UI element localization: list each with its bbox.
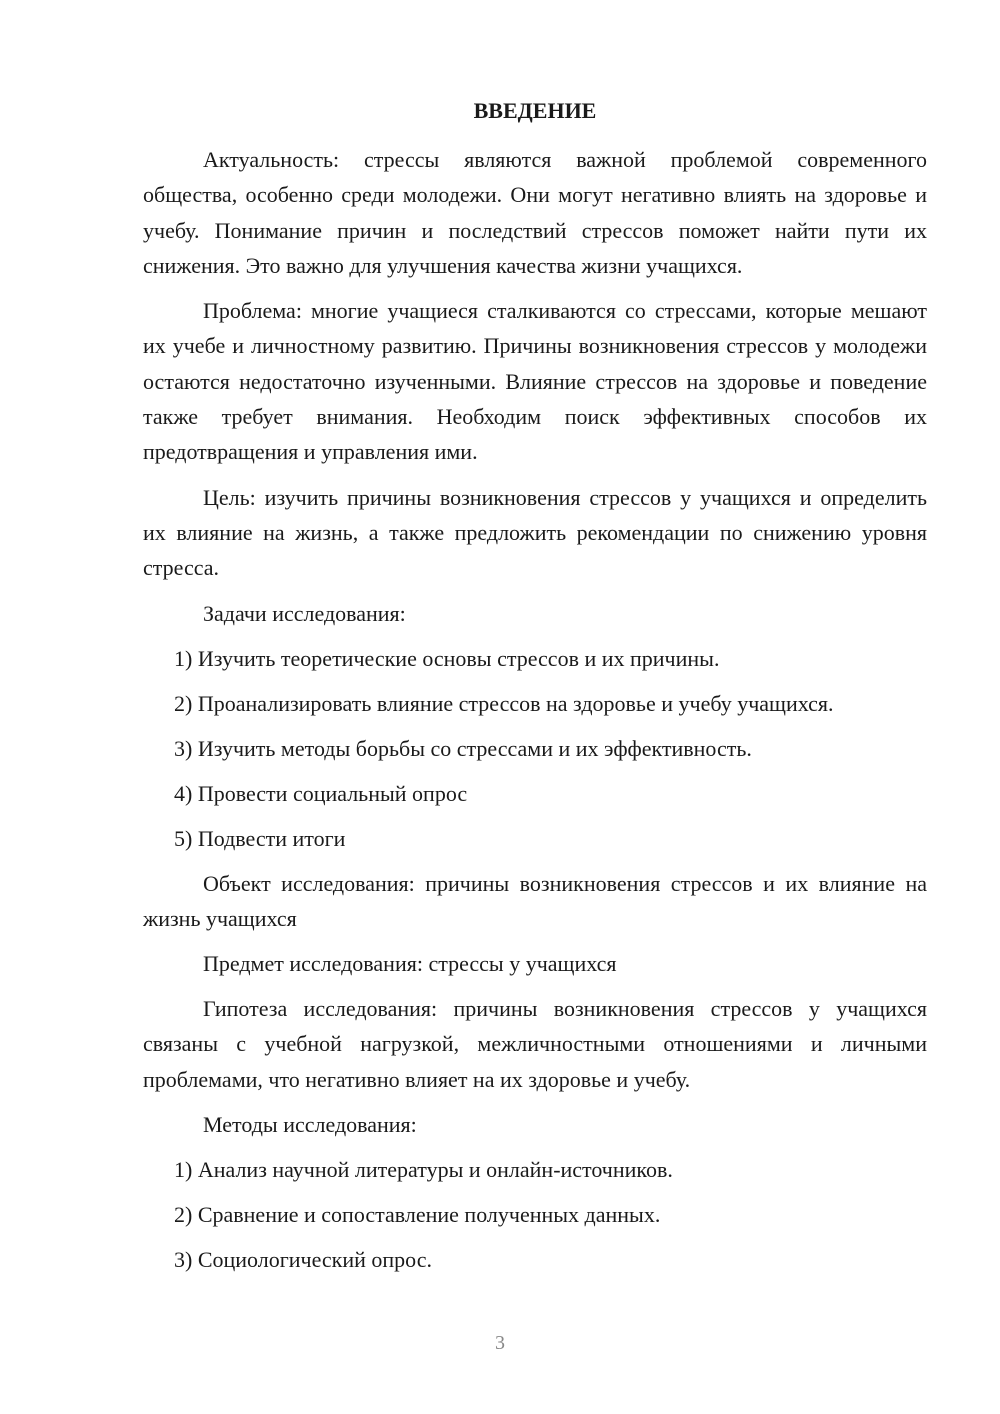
- method-item: 2) Сравнение и сопоставление полученных данных.: [174, 1202, 661, 1228]
- tasks-title: Задачи исследования:: [203, 600, 406, 626]
- task-item: 3) Изучить методы борьбы со стрессами и их эффективность.: [174, 735, 752, 761]
- task-item: 1) Изучить теоретические основы стрессов и их причины.: [174, 645, 720, 671]
- section-heading: ВВЕДЕНИЕ: [473, 98, 597, 123]
- method-item: 3) Социологический опрос.: [174, 1247, 432, 1273]
- page-content: [143, 96, 927, 1287]
- hypothesis-paragraph: Гипотеза исследования: причины возникновения стрессов у учащихся связаны с учебной нагрузкой, межличностными отношениями и личными проблемами, что негативно влияет на их здоровье и учебу.: [143, 996, 927, 1092]
- object-paragraph: Объект исследования: причины возникновения стрессов и их влияние на жизнь учащихся: [143, 870, 927, 931]
- subject-paragraph: Предмет исследования: стрессы у учащихся: [203, 951, 617, 977]
- task-item: 5) Подвести итоги: [174, 825, 346, 851]
- task-item: 4) Провести социальный опрос: [174, 780, 468, 806]
- relevance-paragraph: Актуальность: стрессы являются важной проблемой современного общества, особенно среди молодежи. Они могут негативно влиять на здоровье и учебу. Понимание причин и последствий стрессов поможет найти пути их снижения. Это важно для улучшения качества жизни учащихся.: [143, 147, 927, 278]
- page-number: 3: [495, 1332, 505, 1354]
- goal-paragraph: Цель: изучить причины возникновения стрессов у учащихся и определить их влияние на жизнь, а также предложить рекомендации по снижению уровня стресса.: [143, 484, 927, 581]
- methods-title: Методы исследования:: [203, 1112, 417, 1138]
- problem-paragraph: Проблема: многие учащиеся сталкиваются со стрессами, которые мешают их учебе и личностному развитию. Причины возникновения стрессов у молодежи остаются недостаточно изученными. Влияние стрессов на здоровье и поведение также требует внимания. Необходим поиск эффективных способов их предотвращения и управления ими.: [143, 298, 927, 465]
- method-item: 1) Анализ научной литературы и онлайн-источников.: [174, 1157, 673, 1183]
- task-item: 2) Проанализировать влияние стрессов на здоровье и учебу учащихся.: [174, 690, 834, 716]
